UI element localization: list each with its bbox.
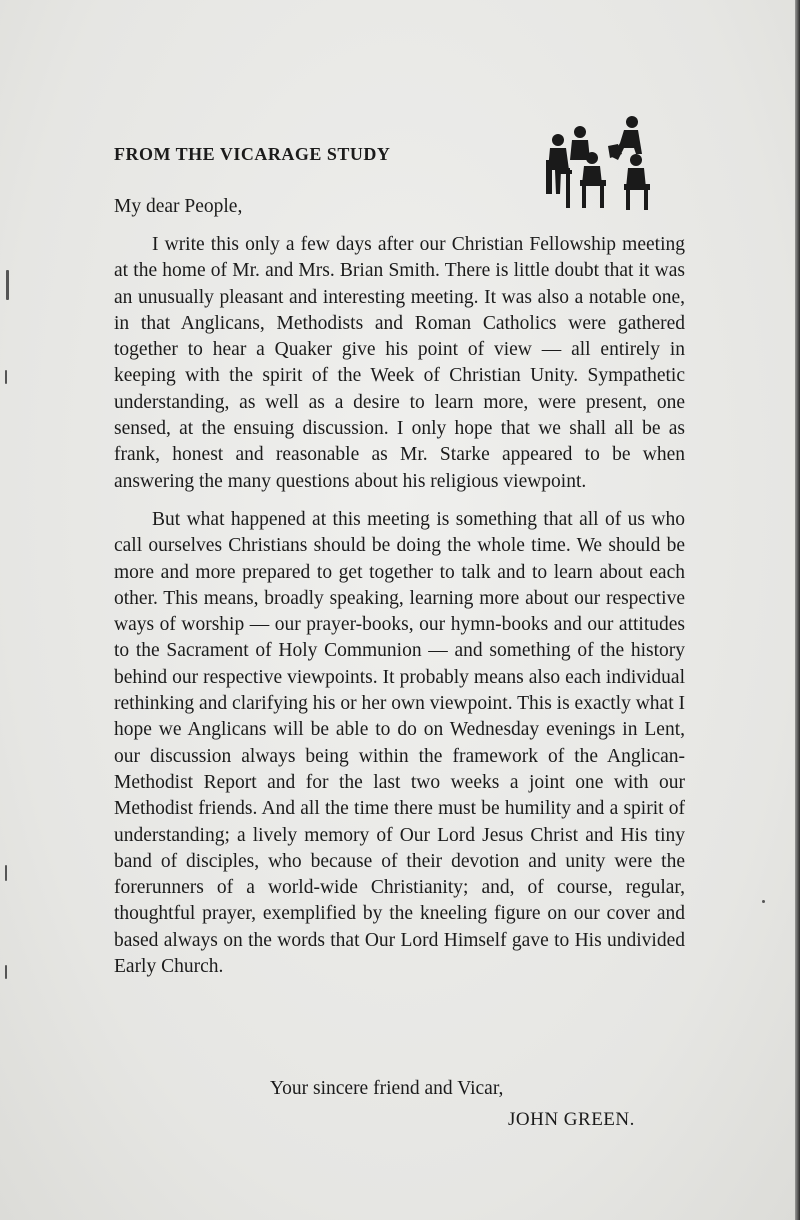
signature: JOHN GREEN.: [508, 1109, 635, 1130]
paragraph-2: But what happened at this meeting is something that all of us who call ourselves Christians should be doing the whole time. We should be more and more prepared to get together to talk and to learn about each other. This means, broadly speaking, learning more about our respective ways of worship — our prayer-books, our hymn-books and our attitudes to the Sacrament of Holy Communion — and something of the history behind our respective viewpoints. It probably means also each individual rethinking and clarifying his or her own viewpoint. This is exactly what I hope we Anglicans will be able to do on Wednesday evenings in Lent, our discussion always being within the framework of the Anglican-Methodist Report and for the last two weeks a joint one with our Methodist friends. And all the time there must be humility and a spirit of understanding; a lively memory of Our Lord Jesus Christ and His tiny band of disciples, who because of their devotion and unity were the forerunners of a world-wide Christianity; and, of course, regular, thoughtful prayer, exemplified by the kneeling figure on our cover and based always on the words that Our Lord Himself gave to His undivided Early Church.: [114, 508, 685, 978]
paragraph-1: I write this only a few days after our Christian Fellowship meeting at the home of Mr. and Mrs. Brian Smith. There is little doubt that it was an unusually pleasant and interesting meeting. It was also a notable one, in that Anglicans, Methodists and Roman Catholics were gathered together to hear a Quaker give his point of view — all entirely in keeping with the spirit of the Week of Christian Unity. Sympathetic understanding, as well as a desire to learn more, were present, one sensed, at the ensuing discussion. I only hope that we shall all be as frank, honest and reasonable as Mr. Starke appeared to be when answering the many questions about his religious viewpoint.: [114, 234, 685, 492]
page-heading: FROM THE VICARAGE STUDY: [114, 144, 391, 164]
page-edge-shadow: [795, 0, 800, 1220]
paper-speck: [5, 865, 7, 881]
paper-speck: [5, 370, 7, 384]
seated-group-discussion-icon: [540, 110, 655, 218]
closing-line: Your sincere friend and Vicar,: [270, 1078, 504, 1099]
salutation: My dear People,: [114, 196, 243, 217]
paper-speck: [5, 965, 7, 979]
paper-speck: [762, 900, 765, 903]
paper-speck: [6, 270, 9, 300]
letter-body: [114, 232, 685, 980]
